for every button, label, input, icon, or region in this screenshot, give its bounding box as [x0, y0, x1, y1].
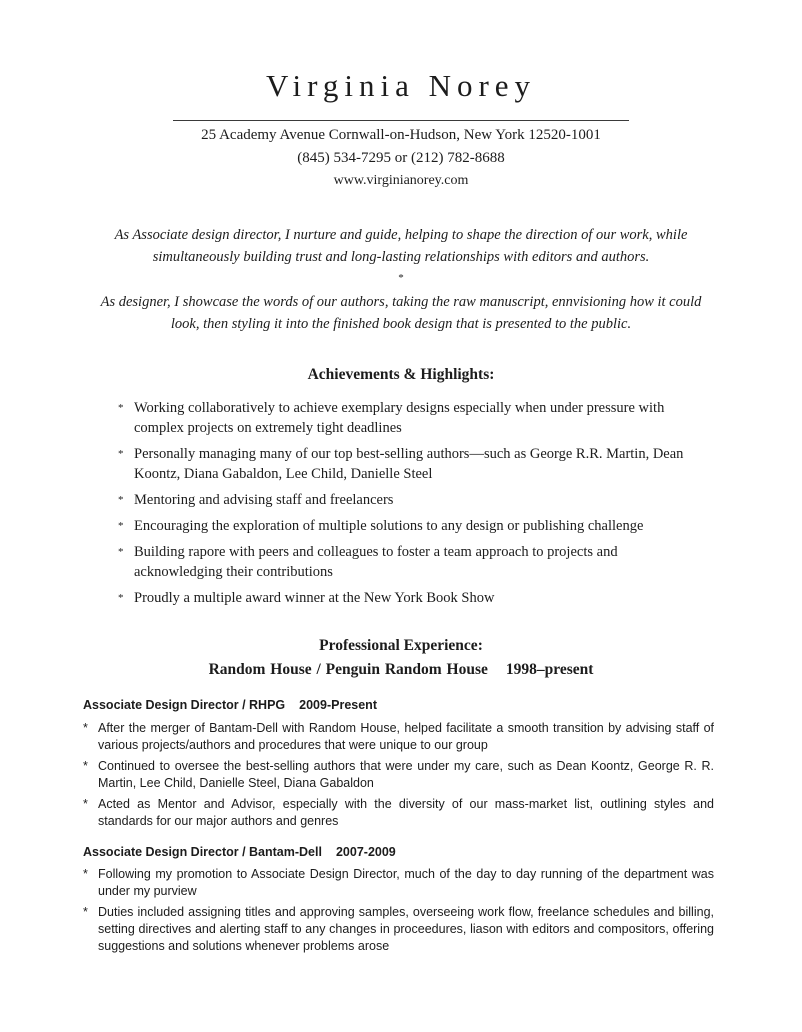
bullet-asterisk: * — [83, 721, 88, 735]
bullet-asterisk: * — [83, 797, 88, 811]
duty-text: After the merger of Bantam-Dell with Random House, helped facilitate a smooth transition by advising staff of various projects/authors and procedures that were unique to our group — [98, 721, 714, 752]
experience-heading: Professional Experience: — [319, 637, 483, 654]
list-item — [83, 866, 714, 900]
duty-text: Continued to oversee the best-selling authors that were under my care, such as Dean Koontz, George R. R. Martin, Lee Child, Danielle Steel, Diana Gabaldon — [98, 759, 714, 790]
phone: (845) 534-7295 or (212) 782-8688 — [297, 150, 505, 166]
list-item — [118, 542, 698, 582]
statement-separator: * — [398, 272, 404, 284]
achievement-text: Personally managing many of our top best-selling authors—such as George R.R. Martin, Dean Koontz, Diana Gabaldon, Lee Child, Danielle Steel — [134, 446, 684, 482]
website-link[interactable]: www.virginianorey.com — [333, 173, 469, 188]
duty-text: Duties included assigning titles and approving samples, overseeing work flow, freelance schedules and billing, setting directives and alerting staff to any changes in proceedures, liason with editors and compositors, offering suggestions and solutions whenever problems arose — [98, 905, 714, 953]
list-item — [118, 588, 698, 608]
role-heading — [83, 698, 377, 712]
list-item — [83, 796, 714, 830]
header-rule — [173, 120, 629, 121]
bullet-asterisk: * — [118, 520, 124, 532]
achievement-text: Proudly a multiple award winner at the New York Book Show — [134, 590, 495, 606]
bullet-asterisk: * — [118, 546, 124, 558]
bullet-asterisk: * — [83, 905, 88, 919]
list-item — [118, 444, 698, 484]
company-name: Random House / Penguin Random House — [208, 661, 488, 678]
list-item — [118, 398, 698, 438]
statement-designer: As designer, I showcase the words of our authors, taking the raw manuscript, ennvisioning how it could look, then styling it into the finished book design that is presented to the public. — [100, 294, 702, 332]
list-item — [83, 720, 714, 754]
duty-text: Acted as Mentor and Advisor, especially with the diversity of our mass-market list, outlining styles and standards for our major authors and genres — [98, 797, 714, 828]
achievement-text: Working collaboratively to achieve exemplary designs especially when under pressure with complex projects on extremely tight deadlines — [134, 400, 665, 436]
achievement-text: Encouraging the exploration of multiple solutions to any design or publishing challenge — [134, 518, 644, 534]
list-item — [83, 904, 714, 955]
achievements-heading: Achievements & Highlights: — [307, 366, 495, 383]
achievement-text: Building rapore with peers and colleagues to foster a team approach to projects and acknowledging their contributions — [134, 544, 618, 580]
role-title: Associate Design Director / RHPG — [83, 698, 286, 712]
bullet-asterisk: * — [83, 759, 88, 773]
list-item — [118, 516, 698, 536]
bullet-asterisk: * — [118, 592, 124, 604]
achievement-text: Mentoring and advising staff and freelancers — [134, 492, 394, 508]
duties-list — [83, 720, 714, 834]
role-dates: 2007-2009 — [335, 845, 396, 859]
bullet-asterisk: * — [118, 448, 124, 460]
list-item — [118, 490, 698, 510]
company-dates: 1998–present — [505, 661, 594, 678]
bullet-asterisk: * — [83, 867, 88, 881]
achievements-list — [118, 398, 698, 614]
duties-list — [83, 866, 714, 959]
bullet-asterisk: * — [118, 402, 124, 414]
list-item — [83, 758, 714, 792]
company-line — [0, 661, 802, 679]
resume-name: Virginia Norey — [265, 68, 537, 103]
address: 25 Academy Avenue Cornwall-on-Hudson, New York 12520-1001 — [201, 127, 601, 143]
role-heading — [83, 845, 396, 859]
role-dates: 2009-Present — [299, 698, 377, 712]
role-title: Associate Design Director / Bantam-Dell — [83, 845, 322, 859]
statement-director: As Associate design director, I nurture and guide, helping to shape the direction of our work, while simultaneously building trust and long-lasting relationships with editors and authors. — [114, 227, 688, 265]
duty-text: Following my promotion to Associate Design Director, much of the day to day running of the department was under my purview — [98, 867, 714, 898]
bullet-asterisk: * — [118, 494, 124, 506]
